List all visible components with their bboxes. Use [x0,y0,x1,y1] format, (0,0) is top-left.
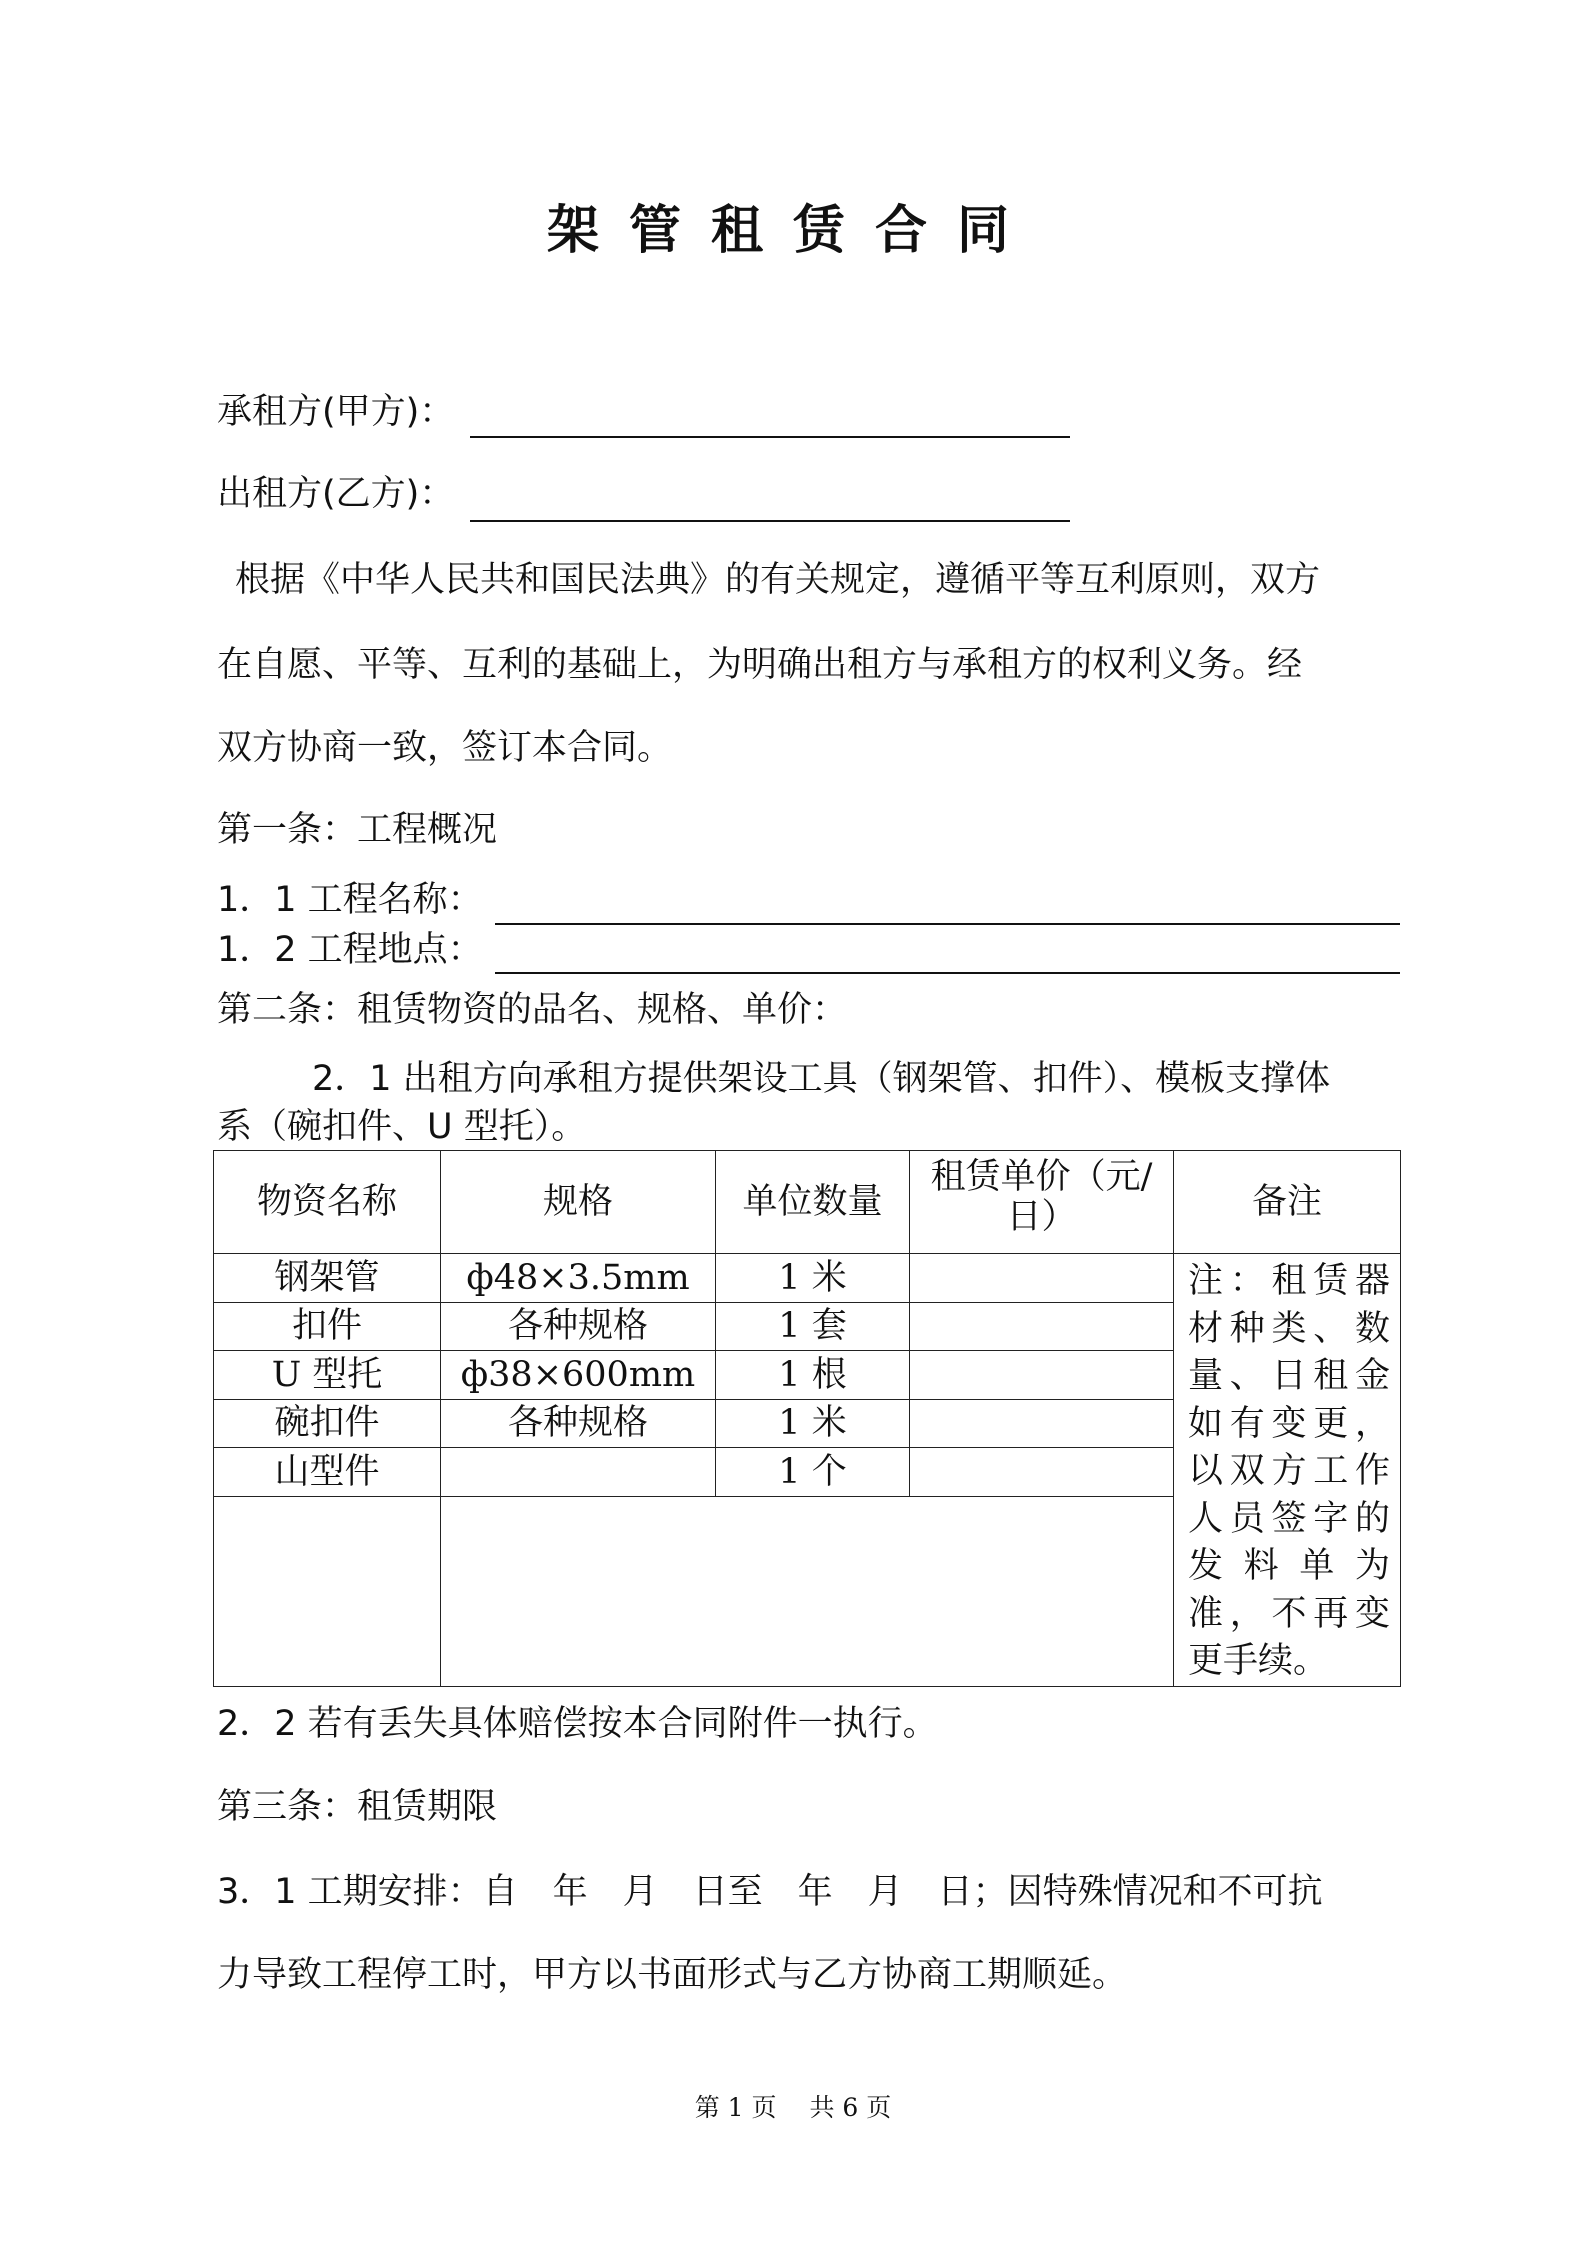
page-number-footer: 第 1 页 共 6 页 [694,2093,892,2122]
rental-goods-table [213,1150,1401,1687]
item-name-cell: 碗扣件 [214,1399,441,1448]
lessor-label: 出租方(乙方)： [217,474,455,514]
project-name-label: 1．1 工程名称： [217,880,483,920]
article-3-item-1-line-2: 力导致工程停工时，甲方以书面形式与乙方协商工期顺延。 [217,1955,1128,1995]
article-3-item-1-line-1: 3．1 工期安排：自 年 月 日至 年 月 日；因特殊情况和不可抗 [217,1872,1323,1912]
article-2-item-1-line-2: 系（碗扣件、U 型托）。 [217,1107,587,1147]
unit-quantity-cell: 1 米 [716,1399,910,1448]
spec-cell: 各种规格 [441,1399,716,1448]
article-2-item-2: 2．2 若有丢失具体赔偿按本合同附件一执行。 [217,1704,938,1744]
spec-cell [441,1448,716,1497]
item-name-cell: U 型托 [214,1351,441,1400]
intro-line-3: 双方协商一致，签订本合同。 [217,728,673,768]
item-name-cell: 扣件 [214,1302,441,1351]
unit-quantity-cell: 1 米 [716,1254,910,1303]
item-name-cell: 钢架管 [214,1254,441,1303]
header-item-name: 物资名称 [214,1151,441,1254]
project-location-blank-line [495,972,1400,974]
spec-cell: ф38×600mm [441,1351,716,1400]
unit-quantity-cell: 1 根 [716,1351,910,1400]
unit-price-cell [910,1448,1174,1497]
table-row [214,1254,1401,1303]
header-unit-price: 租赁单价（元/日） [910,1151,1174,1254]
lessee-blank-line [470,436,1070,438]
unit-price-cell [910,1351,1174,1400]
unit-price-cell [910,1254,1174,1303]
article-3-heading: 第三条：租赁期限 [217,1787,498,1827]
document-title: 架管租赁合同 [546,201,1039,261]
header-remarks: 备注 [1174,1151,1401,1254]
intro-line-1: 根据《中华人民共和国民法典》的有关规定，遵循平等互利原则，双方 [235,560,1321,600]
lessor-blank-line [470,520,1070,522]
spec-cell: ф48×3.5mm [441,1254,716,1303]
article-2-heading: 第二条：租赁物资的品名、规格、单价： [217,990,848,1030]
intro-line-2: 在自愿、平等、互利的基础上，为明确出租方与承租方的权利义务。经 [217,645,1303,685]
header-unit-quantity: 单位数量 [716,1151,910,1254]
item-name-cell: 山型件 [214,1448,441,1497]
blank-cell [214,1496,441,1686]
project-location-label: 1．2 工程地点： [217,930,483,970]
lessee-label: 承租方(甲方)： [217,392,455,432]
unit-price-cell [910,1399,1174,1448]
blank-merged-cell [441,1496,1174,1686]
unit-quantity-cell: 1 个 [716,1448,910,1497]
table-header-row [214,1151,1401,1254]
project-name-blank-line [495,923,1400,925]
header-spec: 规格 [441,1151,716,1254]
unit-quantity-cell: 1 套 [716,1302,910,1351]
unit-price-cell [910,1302,1174,1351]
article-2-item-1-line-1: 2．1 出租方向承租方提供架设工具（钢架管、扣件）、模板支撑体 [312,1059,1331,1099]
article-1-heading: 第一条：工程概况 [217,810,498,850]
remarks-note-cell: 注：租赁器材种类、数量、日租金如有变更，以双方工作人员签字的发料单为准，不再变更手续。 [1174,1254,1401,1687]
spec-cell: 各种规格 [441,1302,716,1351]
